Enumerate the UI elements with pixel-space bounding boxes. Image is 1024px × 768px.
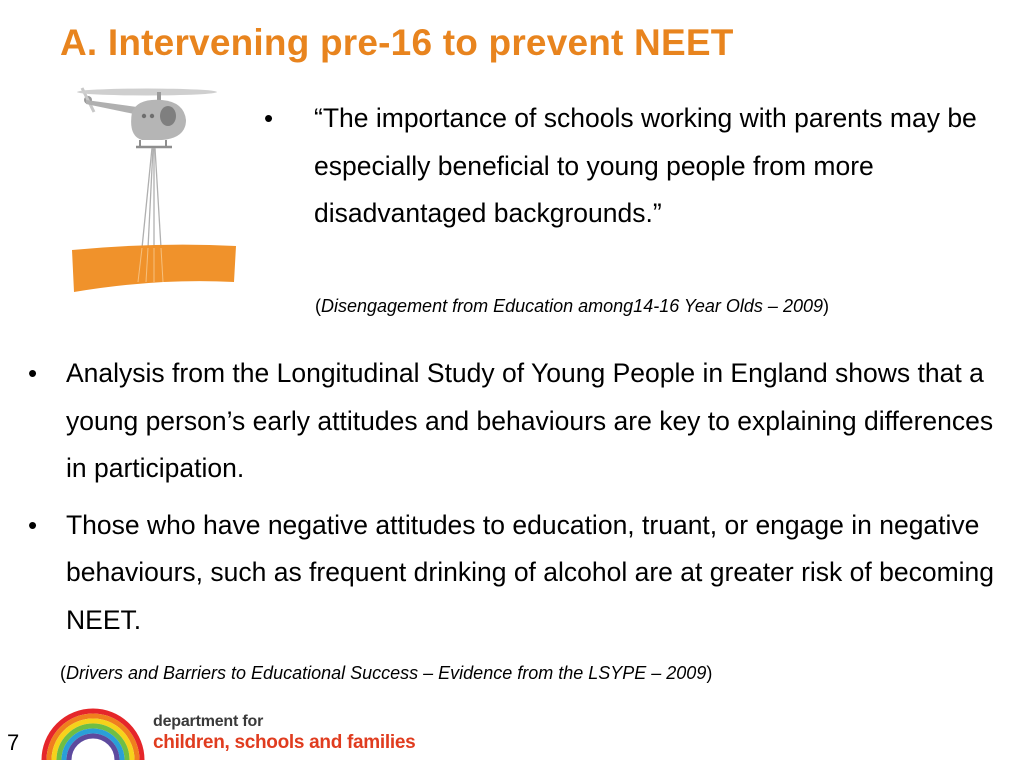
bullet-text: Those who have negative attitudes to education, truant, or engage in negative behaviours, such as frequent drinking of alcohol are at greater risk of becoming NEET. <box>66 509 995 635</box>
quote-citation: (Disengagement from Education among14-16 Year Olds – 2009) <box>315 296 829 316</box>
bullet-list <box>28 350 1018 653</box>
source-citation-title: Drivers and Barriers to Educational Success – Evidence from the LSYPE – 2009 <box>66 663 707 683</box>
cockpit-window <box>160 106 176 126</box>
rainbow-logo-icon <box>38 700 148 762</box>
list-item <box>28 502 1018 645</box>
slide-title: A. Intervening pre-16 to prevent NEET <box>60 22 734 63</box>
bullet-marker: • <box>28 358 38 388</box>
logo-line-2: children, schools and families <box>153 732 416 753</box>
logo-line-1: department for <box>153 713 264 730</box>
bullet-text: Analysis from the Longitudinal Study of Young People in England shows that a young person’s early attitudes and behaviours are key to explaining differences in participation. <box>66 358 994 483</box>
bullet-marker: • <box>264 103 274 133</box>
bullet-marker: • <box>28 509 38 540</box>
list-item <box>28 350 1018 493</box>
department-logo-text <box>153 713 415 755</box>
quote-citation-title: Disengagement from Education among14-16 Year Olds – 2009 <box>321 296 823 316</box>
quote-block <box>258 95 1018 238</box>
helicopter-illustration <box>62 76 242 301</box>
source-citation: (Drivers and Barriers to Educational Success – Evidence from the LSYPE – 2009) <box>60 663 713 683</box>
page-number: 7 <box>7 730 20 755</box>
quote-bullet-item <box>258 95 1018 238</box>
quote-text: “The importance of schools working with parents may be especially beneficial to young people from more disadvantaged backgrounds.” <box>314 103 977 228</box>
